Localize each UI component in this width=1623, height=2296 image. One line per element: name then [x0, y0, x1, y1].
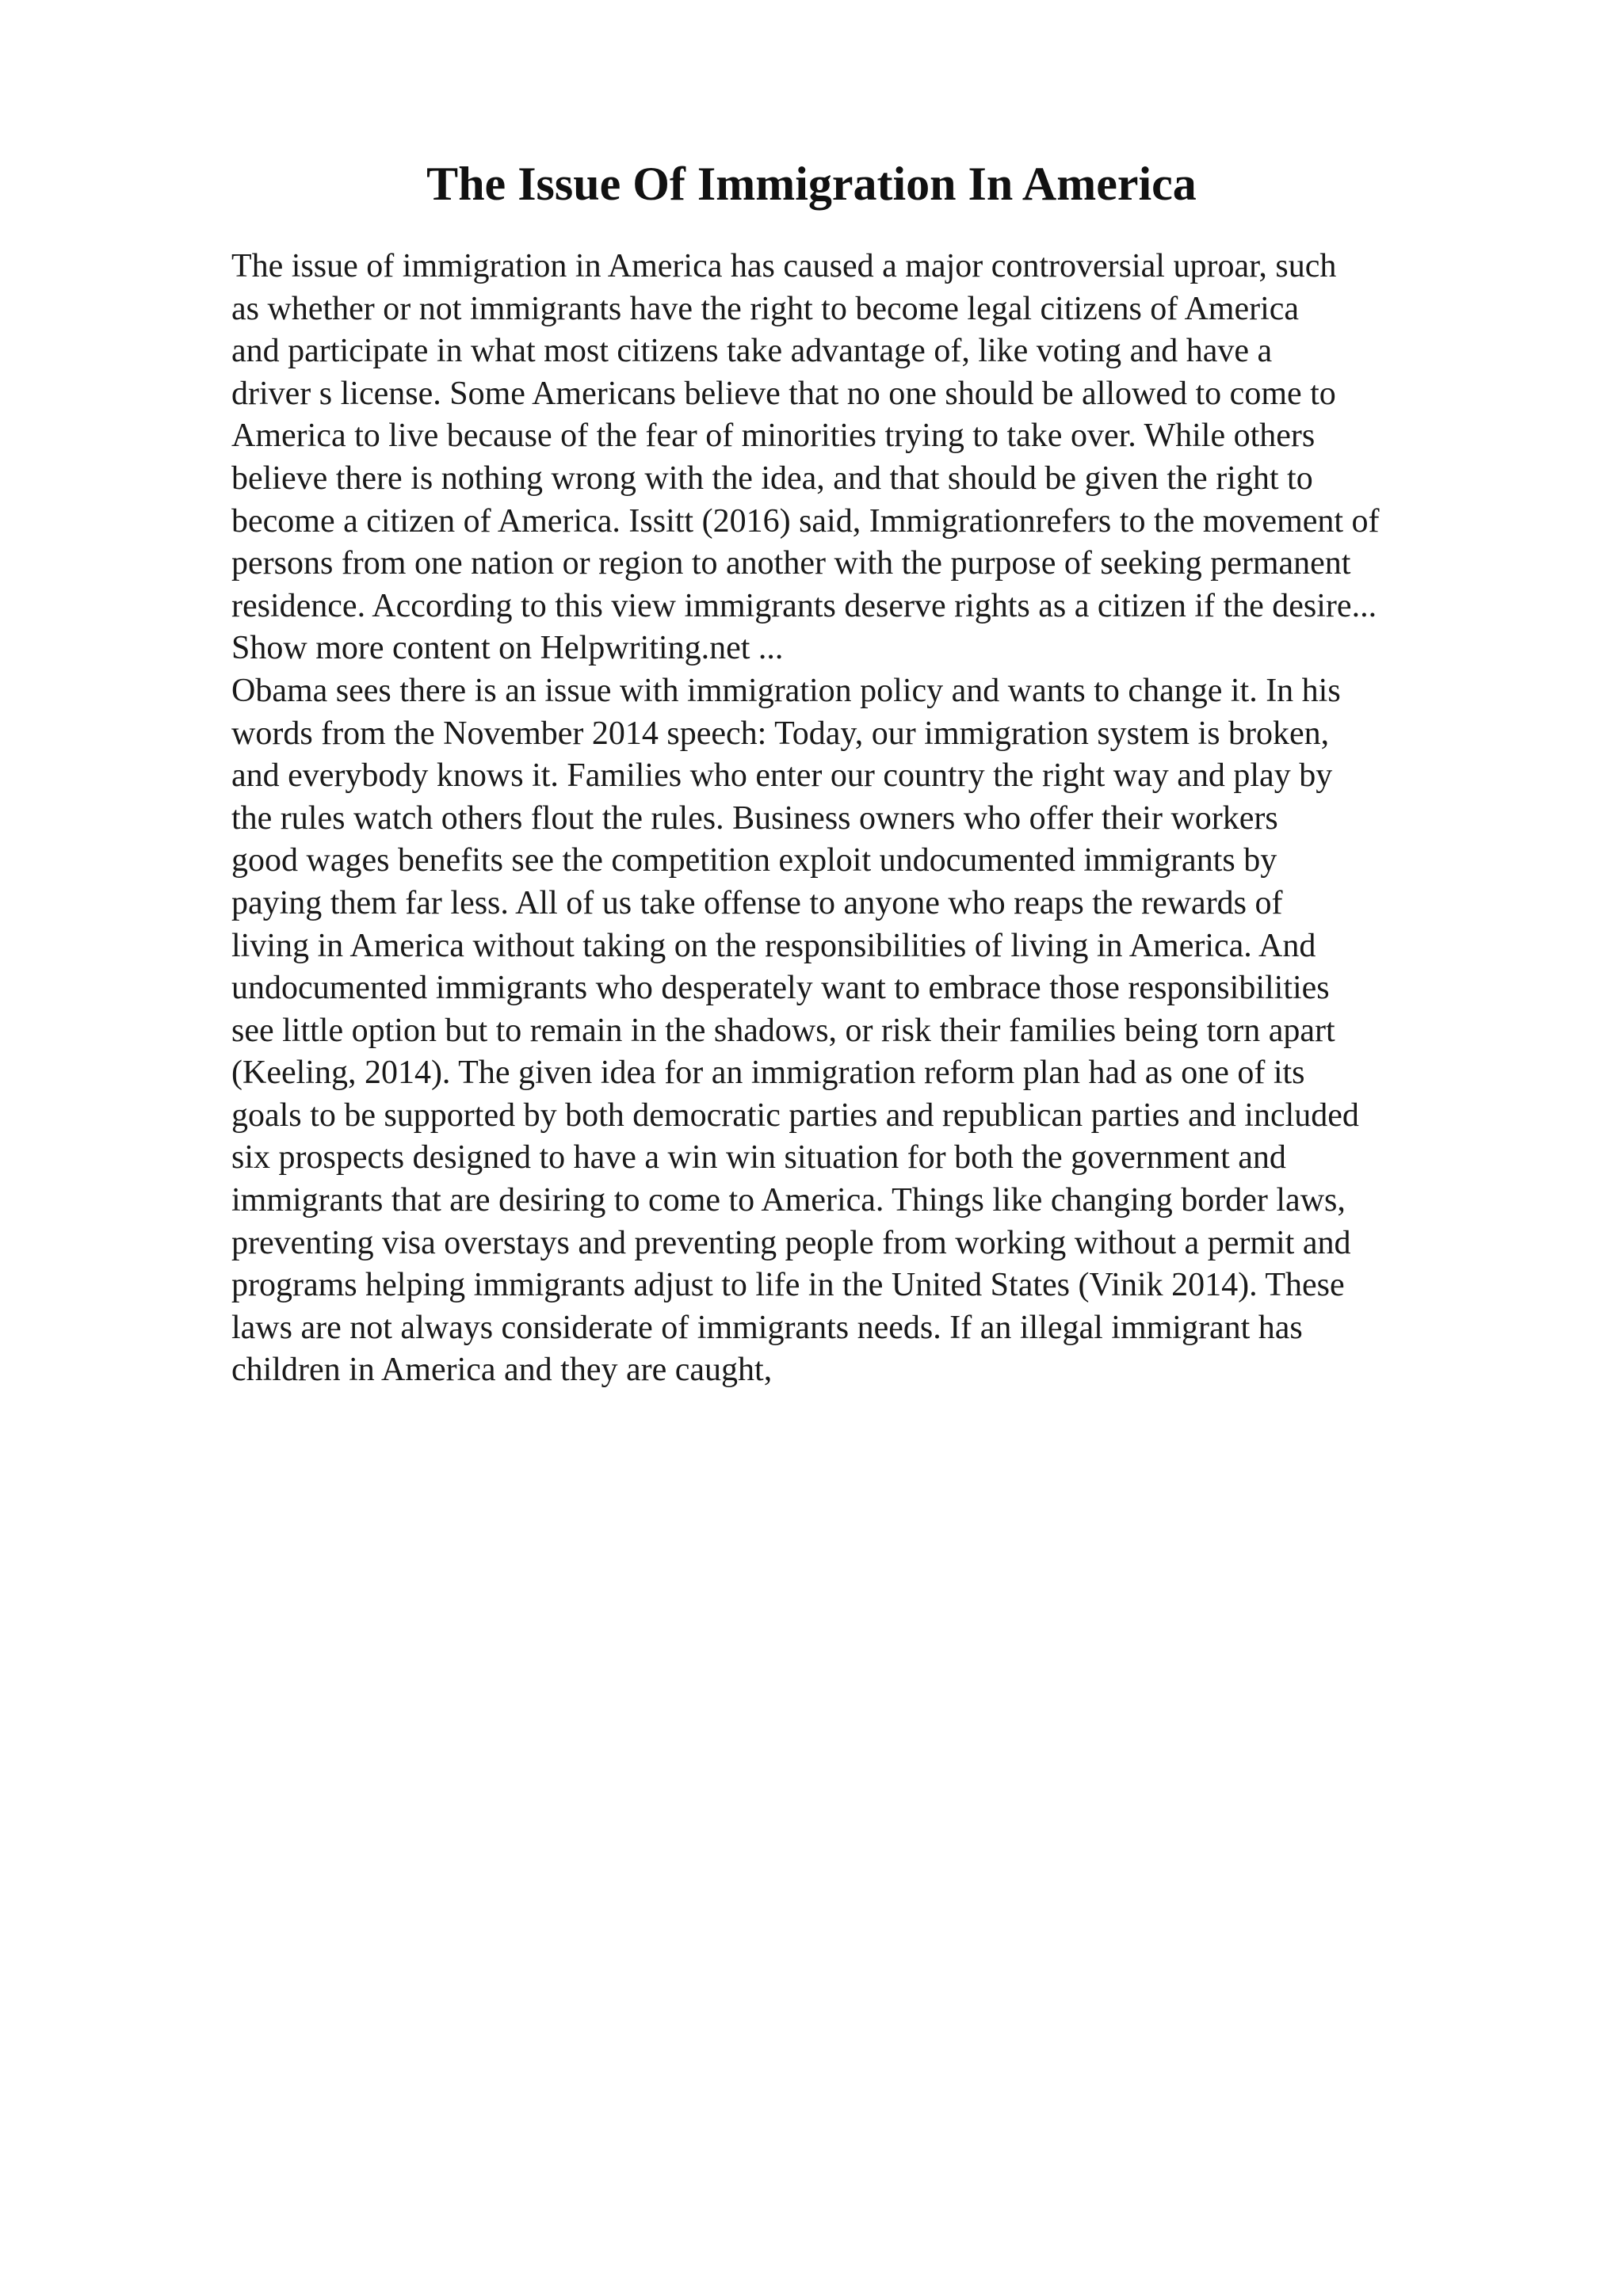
- text-line: the rules watch others flout the rules. Business owners who offer their workers: [231, 799, 1278, 837]
- text-line: persons from one nation or region to another with the purpose of seeking permanent: [231, 545, 1351, 582]
- text-line: preventing visa overstays and preventing people from working without a permit and: [231, 1224, 1351, 1261]
- text-line: as whether or not immigrants have the right to become legal citizens of America: [231, 290, 1300, 327]
- text-line: words from the November 2014 speech: Today, our immigration system is broken,: [231, 715, 1330, 752]
- text-line: and participate in what most citizens take advantage of, like voting and have a: [231, 333, 1273, 370]
- text-line: driver s license. Some Americans believe that no one should be allowed to come to: [231, 375, 1336, 412]
- text-line: six prospects designed to have a win win situation for both the government and: [231, 1139, 1286, 1177]
- text-line: laws are not always considerate of immigrants needs. If an illegal immigrant has: [231, 1309, 1303, 1346]
- text-line: programs helping immigrants adjust to life in the United States (Vinik 2014). These: [231, 1267, 1345, 1304]
- text-line: living in America without taking on the responsibilities of living in America. And: [231, 927, 1316, 964]
- text-line: immigrants that are desiring to come to America. Things like changing border laws,: [231, 1182, 1346, 1219]
- text-line: (Keeling, 2014). The given idea for an immigration reform plan had as one of its: [231, 1055, 1305, 1092]
- text-line: goals to be supported by both democratic parties and republican parties and included: [231, 1097, 1359, 1134]
- show-more-line: Show more content on Helpwriting.net ...: [231, 630, 784, 667]
- text-line: undocumented immigrants who desperately want to embrace those responsibilities: [231, 970, 1330, 1007]
- text-line: see little option but to remain in the shadows, or risk their families being torn apart: [231, 1012, 1335, 1049]
- document-body: [231, 246, 1610, 1392]
- text-line: paying them far less. All of us take offense to anyone who reaps the rewards of: [231, 884, 1283, 921]
- text-line: Obama sees there is an issue with immigration policy and wants to change it. In his: [231, 672, 1341, 709]
- text-line: residence. According to this view immigrants deserve rights as a citizen if the desire...: [231, 587, 1377, 624]
- text-line: children in America and they are caught,: [231, 1352, 773, 1389]
- text-line: America to live because of the fear of minorities trying to take over. While others: [231, 418, 1316, 455]
- text-line: believe there is nothing wrong with the idea, and that should be given the right to: [231, 460, 1313, 497]
- document-title: The Issue Of Immigration In America: [426, 158, 1197, 210]
- text-line: The issue of immigration in America has caused a major controversial uproar, such: [231, 248, 1337, 284]
- text-line: and everybody knows it. Families who enter our country the right way and play by: [231, 757, 1333, 795]
- text-line: good wages benefits see the competition exploit undocumented immigrants by: [231, 842, 1277, 879]
- text-line: become a citizen of America. Issitt (2016) said, Immigrationrefers to the movement of: [231, 502, 1380, 540]
